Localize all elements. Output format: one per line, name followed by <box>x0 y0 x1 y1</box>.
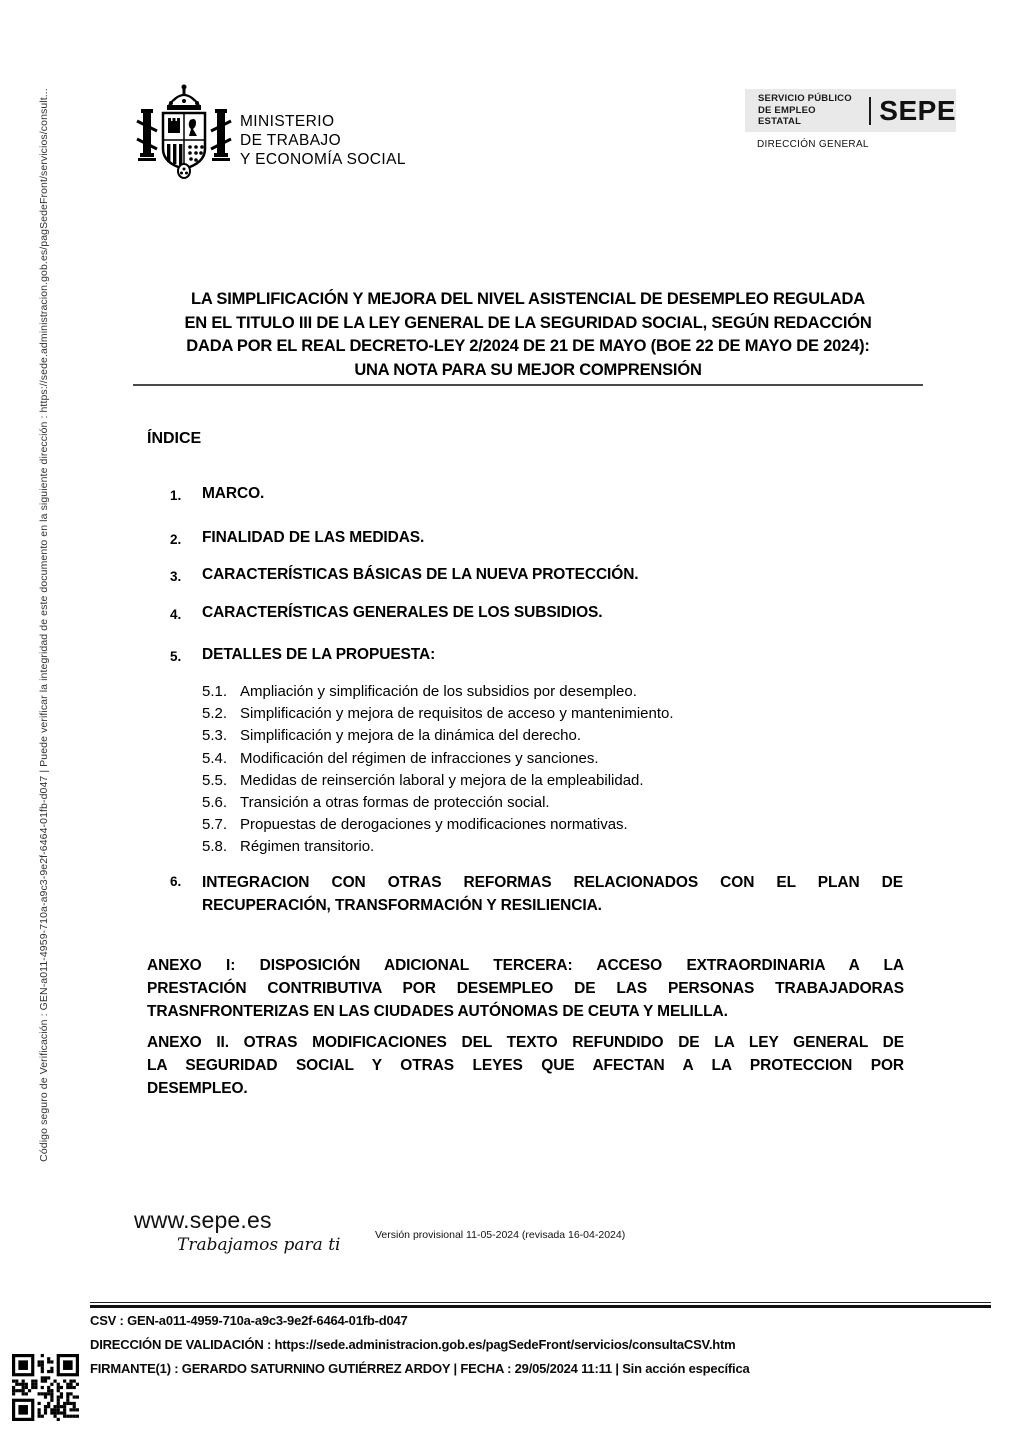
index-item: 5. DETALLES DE LA PROPUESTA: <box>170 646 436 664</box>
index-list <box>170 484 910 667</box>
validation-url-line: DIRECCIÓN DE VALIDACIÓN : https://sede.administracion.gob.es/pagSedeFront/servicios/consultaCSV.htm <box>90 1337 736 1352</box>
ministry-line: DE TRABAJO <box>240 132 342 149</box>
spain-coat-of-arms-icon <box>133 83 235 187</box>
index-item: 4. CARACTERÍSTICAS GENERALES DE LOS SUBSIDIOS. <box>170 604 603 622</box>
index-item-6-line: RECUPERACIÓN, TRANSFORMACIÓN Y RESILIENCIA. <box>202 896 602 914</box>
sepe-logo-divider <box>869 97 871 125</box>
title-line: EN EL TITULO III DE LA LEY GENERAL DE LA SEGURIDAD SOCIAL, SEGÚN REDACCIÓN <box>184 313 872 332</box>
csv-code-line: CSV : GEN-a011-4959-710a-a9c3-9e2f-6464-01fb-d047 <box>90 1313 408 1328</box>
sepe-service-name: SERVICIO PÚBLICO DE EMPLEO ESTATAL <box>758 93 852 128</box>
sepe-slogan: Trabajamos para ti <box>177 1235 341 1255</box>
index-sub-item: 5.7. Propuestas de derogaciones y modificaciones normativas. <box>202 816 628 834</box>
title-divider <box>133 384 923 386</box>
qr-code <box>12 1354 79 1421</box>
ministry-line: MINISTERIO <box>240 113 335 130</box>
title-line: UNA NOTA PARA SU MEJOR COMPRENSIÓN <box>354 360 702 379</box>
direccion-general-label: DIRECCIÓN GENERAL <box>757 139 869 150</box>
sepe-website-url: www.sepe.es <box>134 1207 272 1233</box>
index-sub-item: 5.3. Simplificación y mejora de la dinámica del derecho. <box>202 727 582 745</box>
index-item-6-line: INTEGRACION CON OTRAS REFORMAS RELACIONADOS CON EL PLAN DE <box>202 874 903 891</box>
sepe-logo <box>745 89 956 132</box>
index-item: 1. MARCO. <box>170 485 265 503</box>
index-item: 3. CARACTERÍSTICAS BÁSICAS DE LA NUEVA PROTECCIÓN. <box>170 566 639 584</box>
annex-2-paragraph: ANEXO II. OTRAS MODIFICACIONES DEL TEXTO REFUNDIDO DE LA LEY GENERAL DE LA SEGURIDAD SOCIAL Y OTRAS LEYES QUE AFECTAN A LA PROTECCION POR DESEMPLEO. <box>147 1034 904 1097</box>
version-note: Versión provisional 11-05-2024 (revisada 16-04-2024) <box>375 1229 626 1241</box>
signer-line: FIRMANTE(1) : GERARDO SATURNINO GUTIÉRREZ ARDOY | FECHA : 29/05/2024 11:11 | Sin acción específica <box>90 1361 750 1376</box>
ministry-line: Y ECONOMÍA SOCIAL <box>240 151 406 168</box>
title-line: LA SIMPLIFICACIÓN Y MEJORA DEL NIVEL ASISTENCIAL DE DESEMPLEO REGULADA <box>191 290 865 308</box>
signature-divider <box>90 1302 991 1308</box>
document-title <box>133 288 923 382</box>
index-sub-item: 5.6. Transición a otras formas de protección social. <box>202 794 550 812</box>
index-sub-item: 5.5. Medidas de reinserción laboral y mejora de la empleabilidad. <box>202 771 644 789</box>
index-sub-list <box>202 681 822 859</box>
ministry-name <box>240 112 406 169</box>
index-sub-item: 5.8. Régimen transitorio. <box>202 838 375 856</box>
index-heading: ÍNDICE <box>147 430 202 447</box>
title-line: DADA POR EL REAL DECRETO-LEY 2/2024 DE 21 DE MAYO (BOE 22 DE MAYO DE 2024): <box>186 337 870 355</box>
verification-code-text: Código seguro de Verificación : GEN-a011-4959-710a-a9c3-9e2f-6464-01fb-d047 | Puede verificar la integridad de este documento en la siguiente dirección : https://sede.administracion.gob.es/pagSedeFront/servicios/consult... <box>38 88 50 1162</box>
index-sub-item: 5.2. Simplificación y mejora de requisitos de acceso y mantenimiento. <box>202 705 674 723</box>
index-item-6: 6. INTEGRACION CON OTRAS REFORMAS RELACIONADOS CON EL PLAN DE RECUPERACIÓN, TRANSFORMACIÓN Y RESILIENCIA. <box>170 872 903 917</box>
index-sub-item: 5.1. Ampliación y simplificación de los subsidios por desempleo. <box>202 683 637 700</box>
index-item: 2. FINALIDAD DE LAS MEDIDAS. <box>170 529 425 547</box>
annex-1-paragraph: ANEXO I: DISPOSICIÓN ADICIONAL TERCERA: ACCESO EXTRAORDINARIA A LA PRESTACIÓN CONTRIBUTIVA POR DESEMPLEO DE LAS PERSONAS TRABAJADORAS TRASNFRONTERIZAS EN LAS CIUDADES AUTÓNOMAS DE CEUTA Y MELILLA. <box>147 957 904 1020</box>
sepe-acronym: SEPE <box>879 94 956 126</box>
index-sub-item: 5.4. Modificación del régimen de infracciones y sanciones. <box>202 749 599 767</box>
